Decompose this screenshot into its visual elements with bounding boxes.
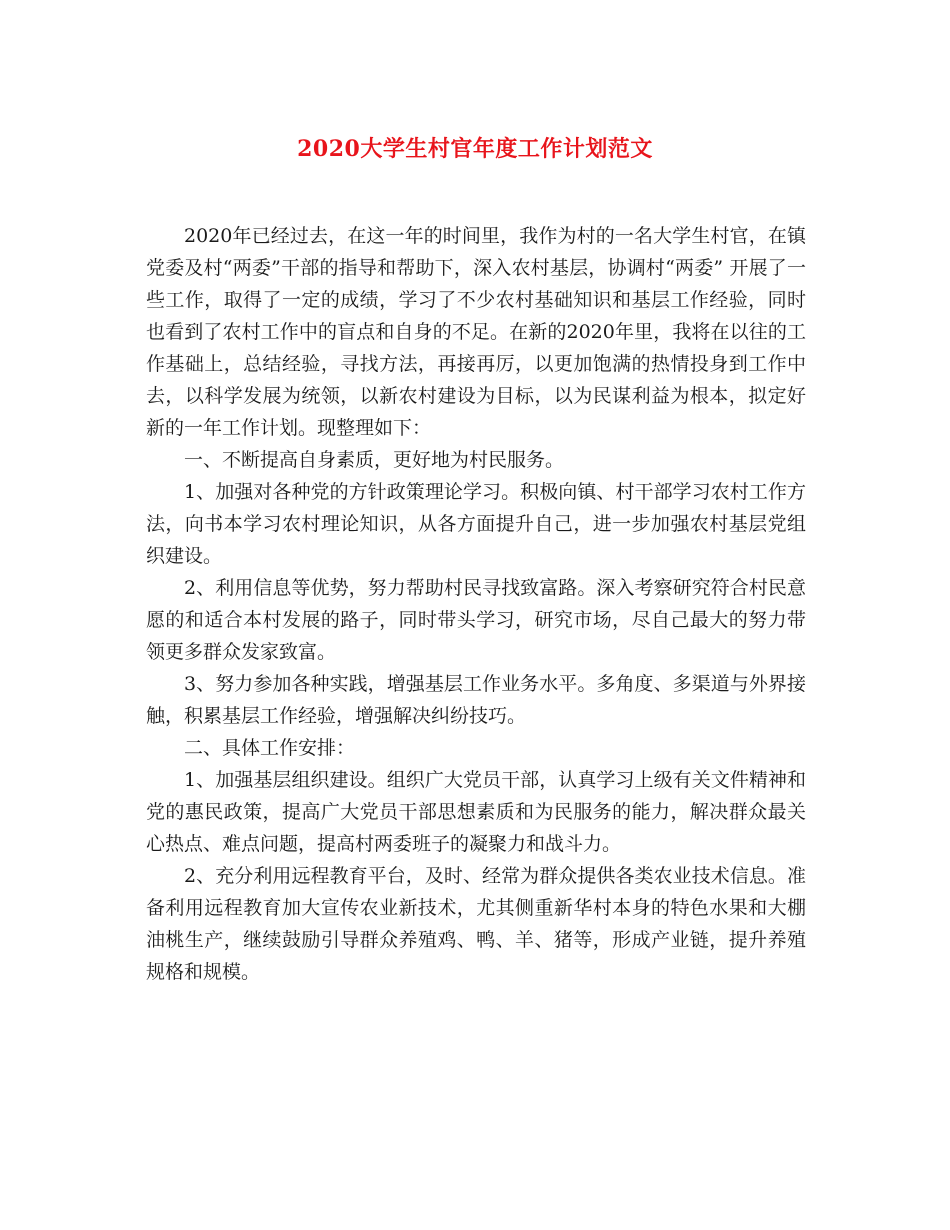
list-item-2-1: 1、加强基层组织建设。组织广大党员干部，认真学习上级有关文件精神和党的惠民政策，提高广大党员干部思想素质和为民服务的能力，解决群众最关心热点、难点问题，提高村两委班子的凝聚力和战斗力。 [146, 769, 806, 855]
document-body [146, 220, 806, 988]
list-item-1-2: 2、利用信息等优势，努力帮助村民寻找致富路。深入考察研究符合村民意愿的和适合本村发展的路子，同时带头学习，研究市场，尽自己最大的努力带领更多群众发家致富。 [146, 577, 806, 663]
intro-paragraph: 2020年已经过去，在这一年的时间里，我作为村的一名大学生村官，在镇党委及村“两委”干部的指导和帮助下，深入农村基层，协调村“两委” 开展了一些工作，取得了一定的成绩，学习了不少农村基础知识和基层工作经验，同时也看到了农村工作中的盲点和自身的不足。在新的2020年里，我将在以往的工作基础上，总结经验，寻找方法，再接再厉，以更加饱满的热情投身到工作中去，以科学发展为统领，以新农村建设为目标，以为民谋利益为根本，拟定好新的一年工作计划。现整理如下： [146, 225, 806, 439]
document-title: 2020大学生村官年度工作计划范文 [297, 136, 653, 162]
section-heading-1: 一、不断提高自身素质，更好地为村民服务。 [184, 449, 565, 471]
list-item-1-1: 1、加强对各种党的方针政策理论学习。积极向镇、村干部学习农村工作方法，向书本学习农村理论知识，从各方面提升自己，进一步加强农村基层党组织建设。 [146, 481, 806, 567]
list-item-1-3: 3、努力参加各种实践，增强基层工作业务水平。多角度、多渠道与外界接触，积累基层工作经验，增强解决纠纷技巧。 [146, 673, 806, 727]
list-item-2-2: 2、充分利用远程教育平台，及时、经常为群众提供各类农业技术信息。准备利用远程教育加大宣传农业新技术，尤其侧重新华村本身的特色水果和大棚油桃生产，继续鼓励引导群众养殖鸡、鸭、羊、猪等，形成产业链，提升养殖规格和规模。 [146, 865, 806, 983]
section-heading-2: 二、具体工作安排： [184, 737, 356, 759]
